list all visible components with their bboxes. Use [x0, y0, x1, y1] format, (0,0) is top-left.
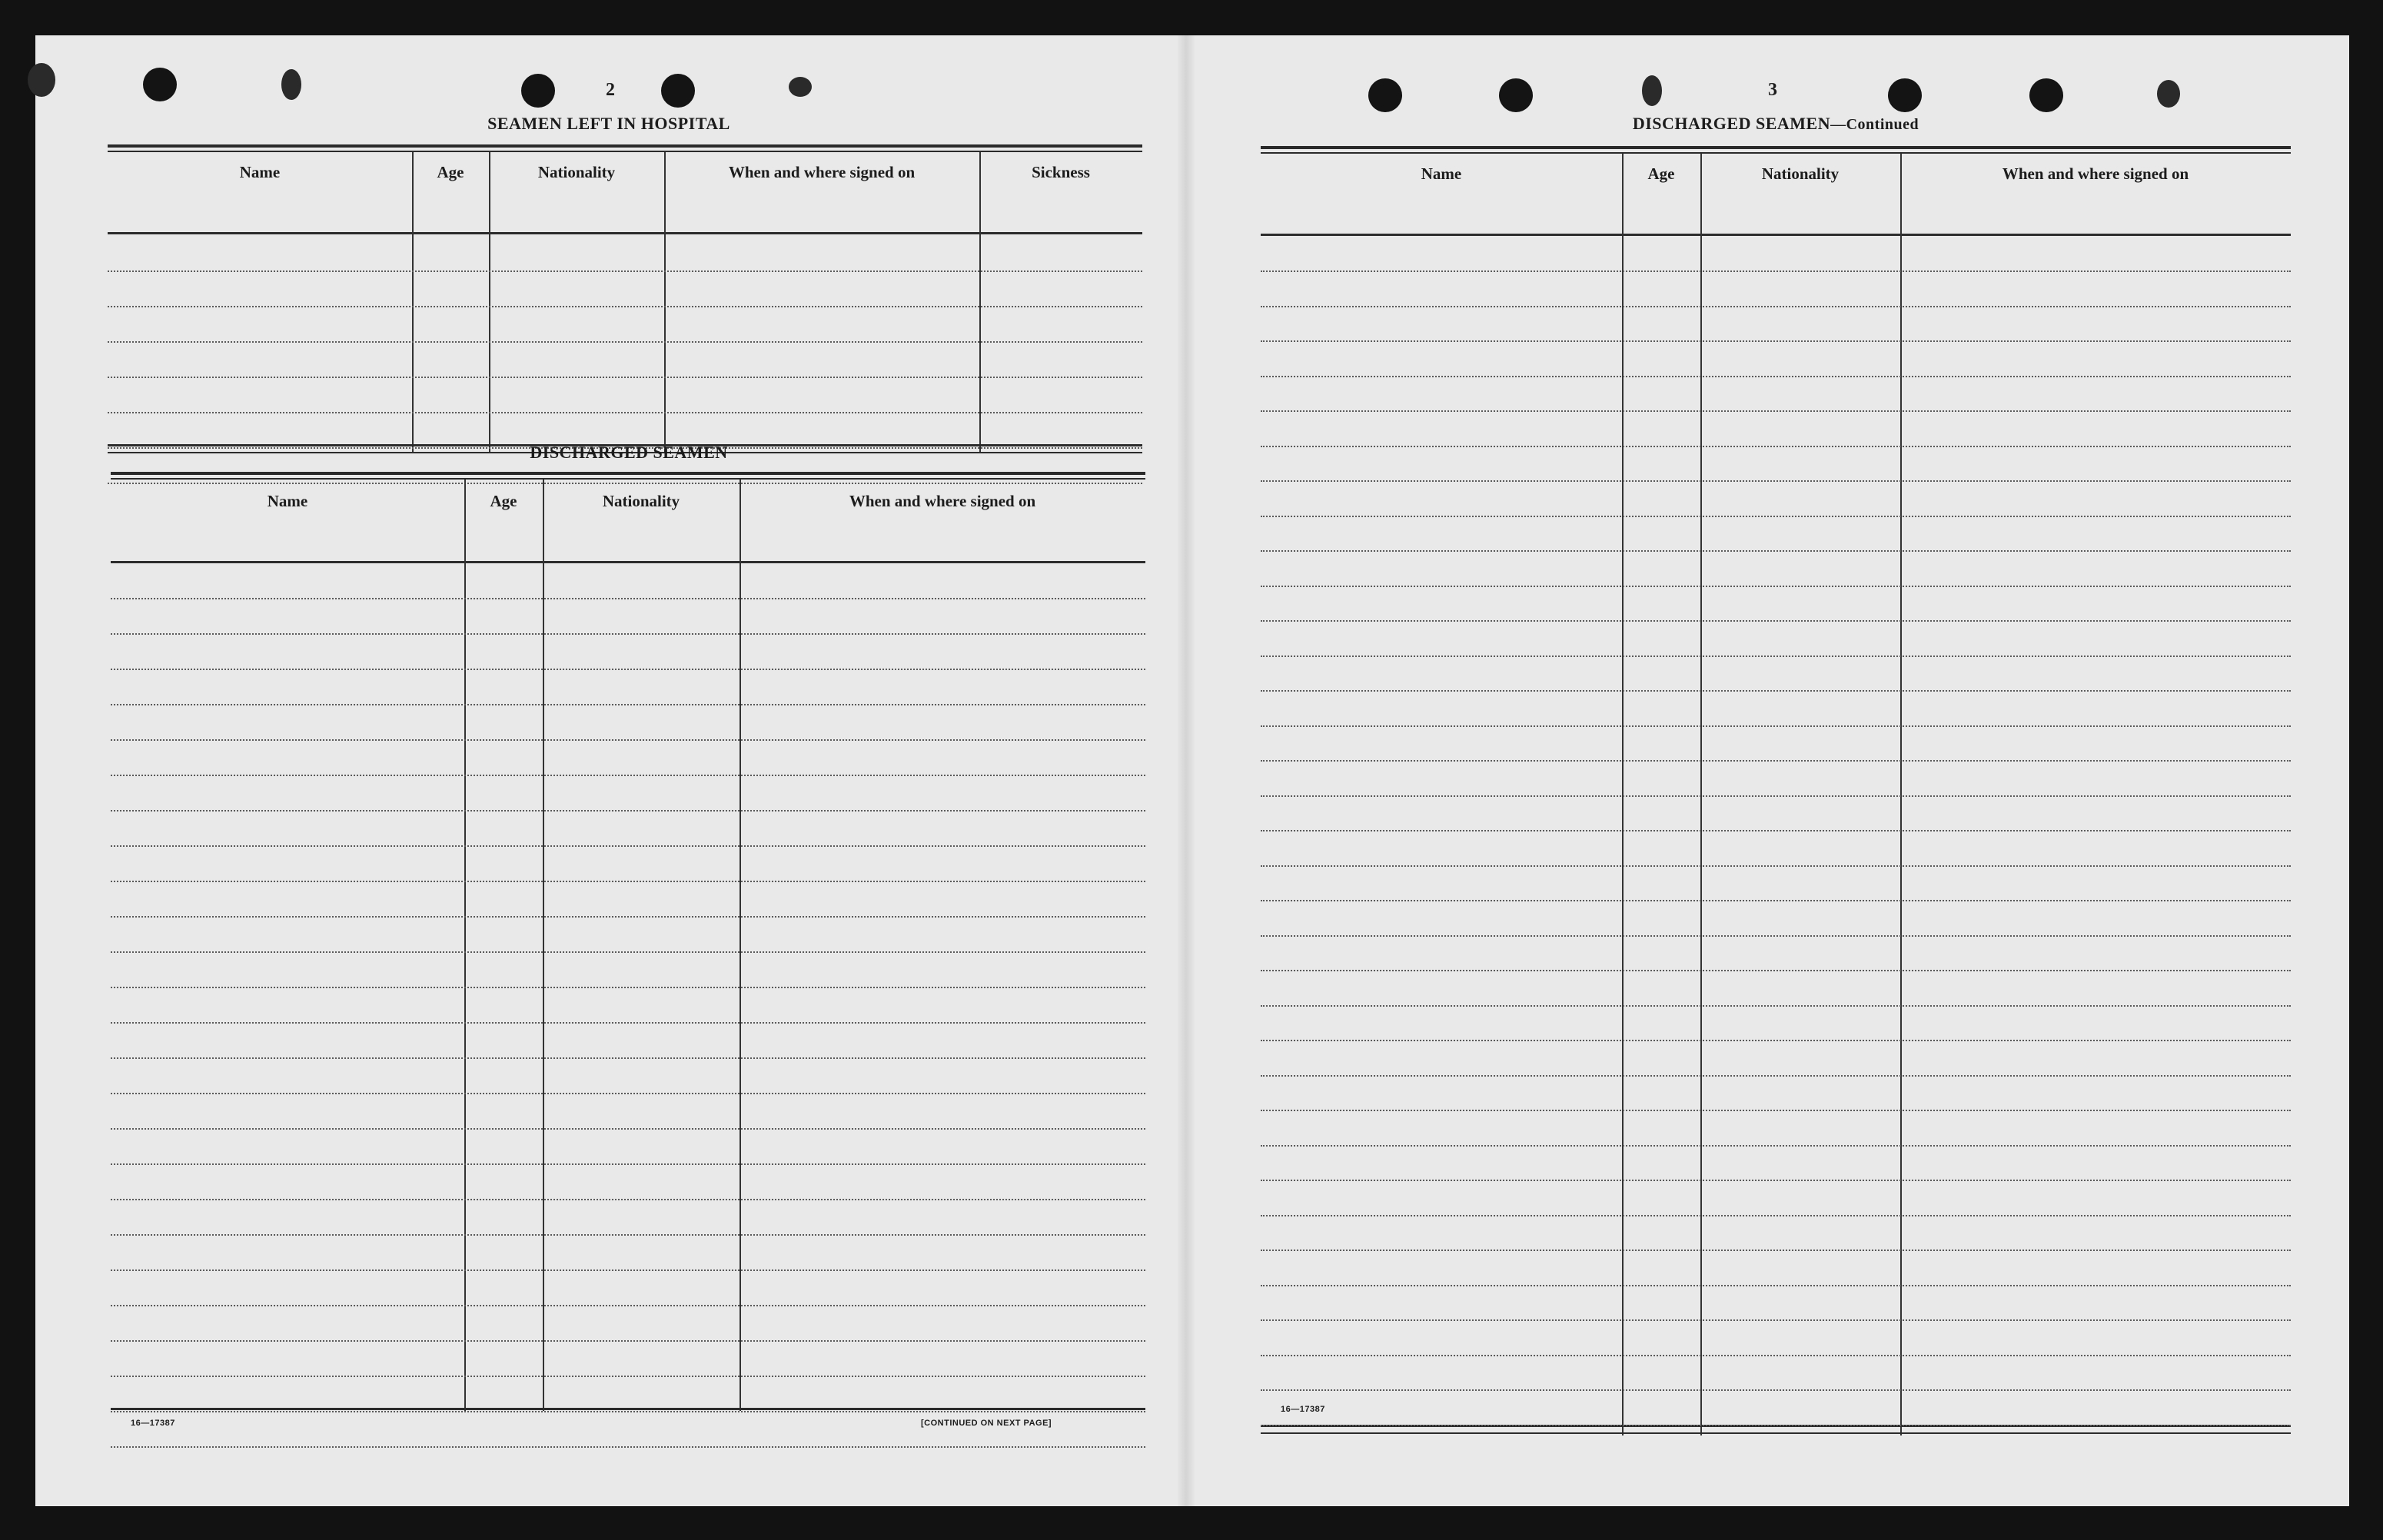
column-divider: [979, 152, 981, 453]
ruled-line: [111, 1446, 1145, 1448]
ruled-line: [111, 1234, 1145, 1236]
header-rule: [111, 561, 1145, 563]
ink-spot: [1642, 75, 1662, 106]
header-rule: [1261, 234, 2291, 236]
table-rule: [111, 1408, 1145, 1410]
ruled-line: [1261, 1145, 2291, 1147]
ruled-line: [1261, 1180, 2291, 1181]
ruled-line: [108, 412, 1142, 413]
ruled-line: [111, 1305, 1145, 1306]
column-header-nationality: Nationality: [537, 163, 616, 181]
ruled-line: [1261, 1425, 2291, 1426]
ruled-line: [111, 916, 1145, 918]
section-title-suffix: —Continued: [1830, 116, 1919, 133]
ruled-line: [1261, 655, 2291, 657]
ruled-line: [1261, 480, 2291, 482]
ruled-line: [1261, 620, 2291, 622]
ruled-line: [1261, 935, 2291, 937]
ruled-line: [111, 1057, 1145, 1059]
column-divider: [739, 480, 741, 1411]
ruled-line: [111, 598, 1145, 599]
ruled-line: [1261, 1110, 2291, 1111]
ruled-line: [1261, 970, 2291, 971]
column-header-when-where-signed-on: When and where signed on: [728, 163, 916, 181]
column-header-age: Age: [437, 163, 464, 181]
ink-spot: [281, 69, 301, 100]
ruled-line: [1261, 340, 2291, 342]
ruled-line: [1261, 550, 2291, 552]
binder-hole: [2029, 78, 2063, 112]
table-rule: [108, 151, 1142, 152]
ruled-line: [111, 987, 1145, 988]
binder-hole: [661, 74, 695, 108]
ruled-line: [1261, 830, 2291, 831]
section-title-text: DISCHARGED SEAMEN: [1632, 114, 1831, 133]
form-number: 16—17387: [131, 1419, 175, 1428]
column-header-name: Name: [267, 492, 308, 510]
column-header-when-where-signed-on: When and where signed on: [849, 492, 1036, 510]
column-divider: [412, 152, 414, 453]
ruled-line: [111, 704, 1145, 705]
binder-hole: [143, 68, 177, 101]
ruled-line: [1261, 795, 2291, 797]
table-rule: [1261, 152, 2291, 154]
ink-spot: [28, 63, 55, 97]
column-divider: [489, 152, 490, 453]
ruled-line: [1261, 1250, 2291, 1251]
ruled-line: [111, 1340, 1145, 1342]
column-header-nationality: Nationality: [1761, 164, 1840, 183]
ruled-line: [108, 306, 1142, 307]
ruled-line: [1261, 376, 2291, 377]
ruled-line: [111, 1411, 1145, 1412]
ruled-line: [111, 1128, 1145, 1130]
table-rule: [1261, 146, 2291, 149]
header-rule: [108, 232, 1142, 234]
ruled-line: [1261, 1285, 2291, 1286]
column-divider: [543, 480, 544, 1411]
binder-hole: [1499, 78, 1533, 112]
ruled-line: [111, 739, 1145, 741]
ruled-line: [1261, 900, 2291, 901]
column-header-age: Age: [1647, 164, 1675, 183]
ruled-line: [1261, 725, 2291, 727]
ruled-line: [1261, 306, 2291, 307]
column-header-sickness: Sickness: [1032, 163, 1090, 181]
ruled-line: [111, 775, 1145, 776]
ruled-line: [1261, 586, 2291, 587]
table-rule: [108, 144, 1142, 148]
ruled-line: [108, 341, 1142, 343]
column-header-nationality: Nationality: [602, 492, 680, 510]
ruled-line: [111, 1093, 1145, 1094]
discharged-continued-table: [1261, 146, 2291, 1437]
ink-spot: [789, 77, 812, 97]
ruled-line: [1261, 270, 2291, 272]
section-title-seamen-left-in-hospital: SEAMEN LEFT IN HOSPITAL: [487, 114, 730, 133]
ruled-line: [1261, 410, 2291, 412]
ruled-line: [1261, 690, 2291, 692]
binder-hole: [1888, 78, 1922, 112]
ruled-line: [108, 377, 1142, 378]
column-header-name: Name: [1421, 164, 1462, 183]
ink-spot: [2157, 80, 2180, 108]
ruled-line: [1261, 1389, 2291, 1391]
ruled-line: [1261, 1319, 2291, 1321]
column-header-when-where-signed-on: When and where signed on: [2002, 164, 2189, 183]
form-number: 16—17387: [1281, 1405, 1325, 1414]
ruled-line: [1261, 865, 2291, 867]
ruled-line: [111, 633, 1145, 635]
ruled-line: [111, 951, 1145, 953]
ruled-line: [111, 1022, 1145, 1024]
binder-hole: [1368, 78, 1402, 112]
binder-hole: [521, 74, 555, 108]
page-fold: [1178, 35, 1195, 1506]
ruled-line: [1261, 1005, 2291, 1007]
ruled-line: [108, 270, 1142, 272]
ruled-line: [111, 845, 1145, 847]
ruled-line: [111, 669, 1145, 670]
section-title-discharged-seamen-continued: [1633, 114, 1919, 134]
column-divider: [664, 152, 666, 453]
ruled-line: [111, 1199, 1145, 1200]
ruled-line: [1261, 446, 2291, 447]
page-number: 2: [606, 80, 615, 100]
ruled-line: [111, 1376, 1145, 1377]
table-rule: [111, 478, 1145, 480]
column-header-name: Name: [239, 163, 281, 181]
table-rule: [111, 472, 1145, 475]
ruled-line: [111, 1163, 1145, 1165]
continued-note: [CONTINUED ON NEXT PAGE]: [921, 1419, 1052, 1428]
ruled-line: [111, 881, 1145, 882]
crew-list-form-sheet: [35, 35, 2349, 1506]
ruled-line: [111, 810, 1145, 811]
ruled-line: [1261, 760, 2291, 762]
ruled-line: [1261, 1075, 2291, 1077]
ruled-line: [1261, 1040, 2291, 1041]
ruled-line: [111, 1270, 1145, 1271]
ruled-line: [1261, 1215, 2291, 1216]
column-divider: [464, 480, 466, 1411]
hospital-table: [108, 144, 1142, 455]
table-rule: [1261, 1432, 2291, 1434]
column-header-age: Age: [490, 492, 517, 510]
ruled-line: [1261, 516, 2291, 517]
discharged-table: [111, 472, 1145, 1414]
ruled-line: [1261, 1355, 2291, 1356]
page-number: 3: [1768, 80, 1777, 100]
section-title-discharged-seamen: DISCHARGED SEAMEN: [530, 443, 728, 462]
